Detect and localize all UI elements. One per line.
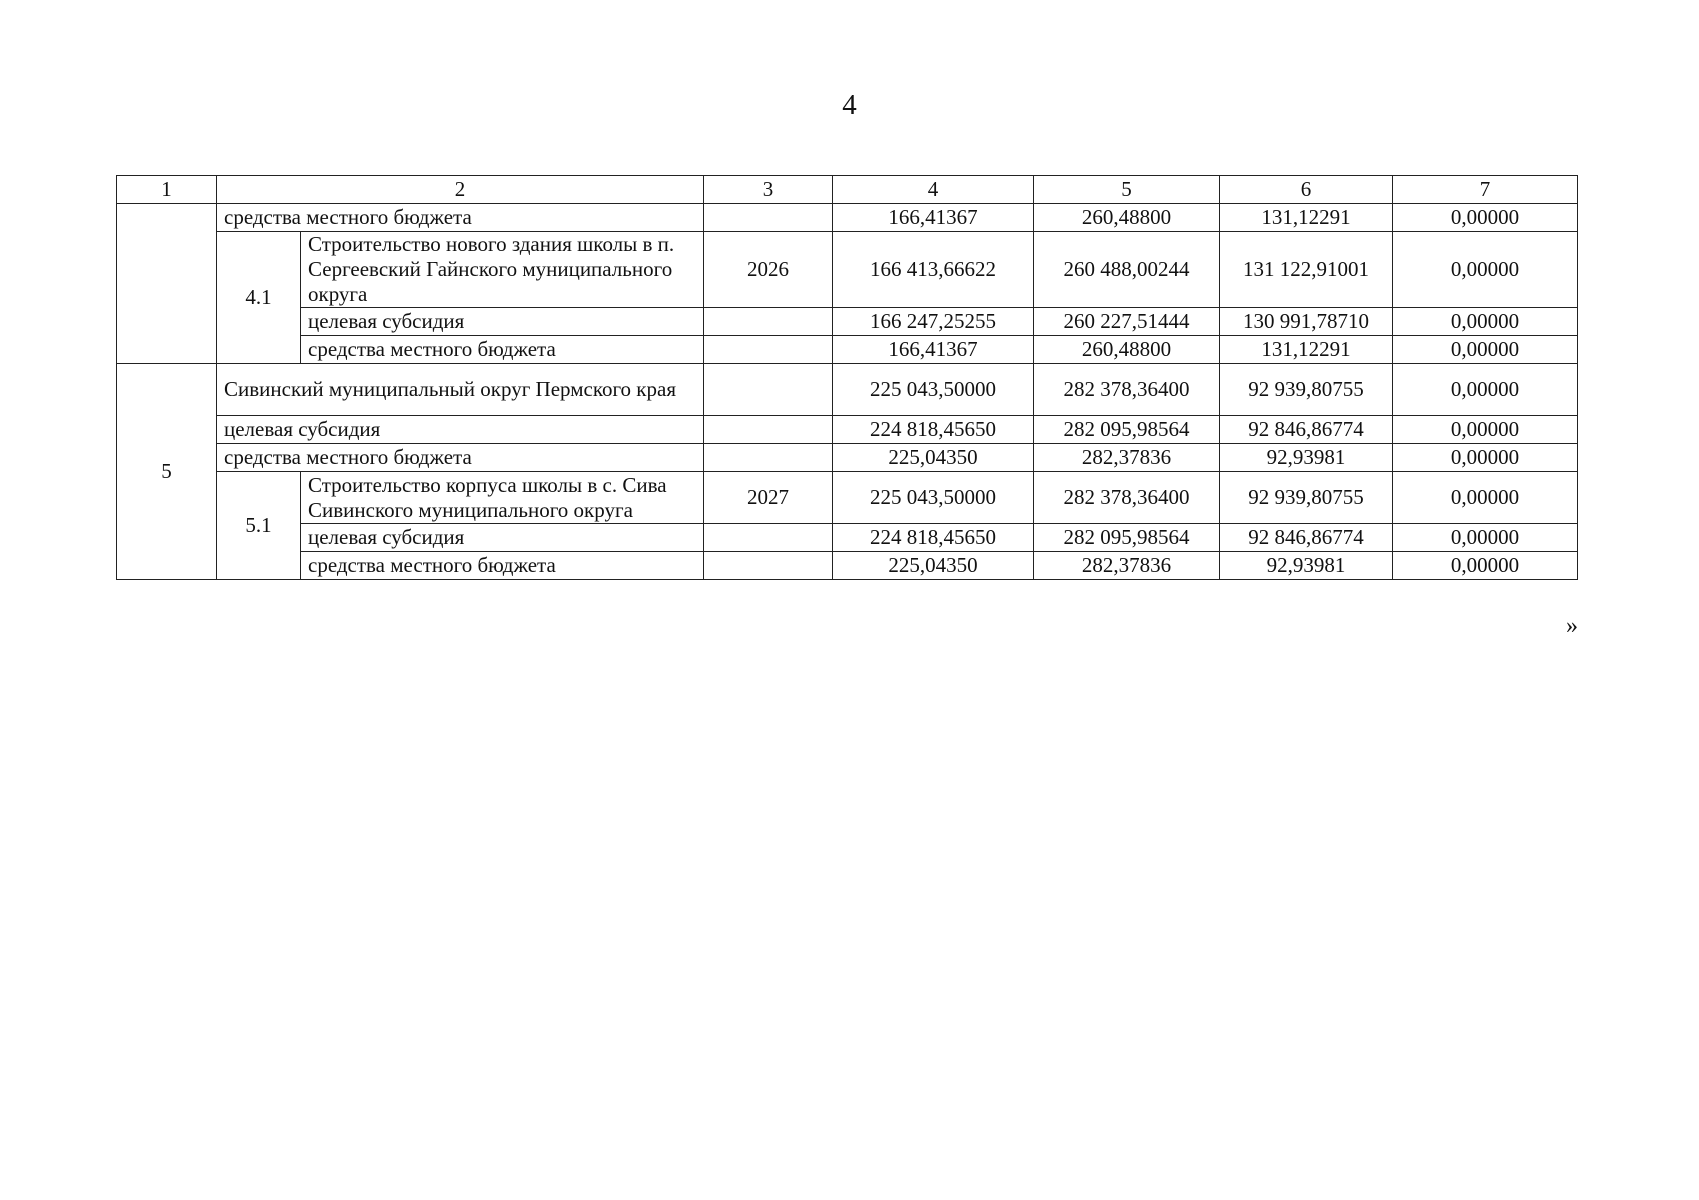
value-cell: 131,12291 — [1220, 336, 1393, 364]
value-cell: 225 043,50000 — [833, 364, 1034, 416]
value-cell: 92 846,86774 — [1220, 416, 1393, 444]
value-cell: 224 818,45650 — [833, 416, 1034, 444]
year-cell — [704, 444, 833, 472]
table-row — [117, 472, 1578, 524]
year-cell — [704, 364, 833, 416]
value-cell: 260 227,51444 — [1034, 308, 1220, 336]
table-row — [117, 416, 1578, 444]
table-row — [117, 308, 1578, 336]
value-cell: 225,04350 — [833, 444, 1034, 472]
value-cell: 260,48800 — [1034, 336, 1220, 364]
budget-table — [116, 175, 1578, 580]
value-cell: 92 846,86774 — [1220, 524, 1393, 552]
table-row — [117, 232, 1578, 308]
value-cell: 0,00000 — [1393, 204, 1578, 232]
year-cell — [704, 552, 833, 580]
item-name-cell: целевая субсидия — [301, 524, 704, 552]
year-cell: 2026 — [704, 232, 833, 308]
subitem-number-cell: 5.1 — [217, 472, 301, 580]
year-cell — [704, 524, 833, 552]
value-cell: 130 991,78710 — [1220, 308, 1393, 336]
value-cell: 224 818,45650 — [833, 524, 1034, 552]
value-cell: 0,00000 — [1393, 444, 1578, 472]
value-cell: 260,48800 — [1034, 204, 1220, 232]
value-cell: 0,00000 — [1393, 416, 1578, 444]
table-row — [117, 204, 1578, 232]
value-cell: 131,12291 — [1220, 204, 1393, 232]
value-cell: 282 095,98564 — [1034, 524, 1220, 552]
value-cell: 225 043,50000 — [833, 472, 1034, 524]
year-cell — [704, 416, 833, 444]
value-cell: 0,00000 — [1393, 336, 1578, 364]
closing-quote-mark: » — [1566, 613, 1578, 639]
item-name-cell: средства местного бюджета — [217, 204, 704, 232]
value-cell: 282,37836 — [1034, 552, 1220, 580]
year-cell — [704, 336, 833, 364]
value-cell: 92 939,80755 — [1220, 364, 1393, 416]
item-name-cell: целевая субсидия — [217, 416, 704, 444]
value-cell: 0,00000 — [1393, 232, 1578, 308]
value-cell: 282,37836 — [1034, 444, 1220, 472]
table-row — [117, 524, 1578, 552]
year-cell — [704, 308, 833, 336]
item-number-cell: 5 — [117, 364, 217, 580]
value-cell: 0,00000 — [1393, 364, 1578, 416]
header-cell: 1 — [117, 176, 217, 204]
value-cell: 166,41367 — [833, 336, 1034, 364]
item-name-cell: целевая субсидия — [301, 308, 704, 336]
header-cell: 5 — [1034, 176, 1220, 204]
header-cell: 7 — [1393, 176, 1578, 204]
year-cell — [704, 204, 833, 232]
header-cell: 3 — [704, 176, 833, 204]
table-row — [117, 336, 1578, 364]
table-row — [117, 444, 1578, 472]
value-cell: 92,93981 — [1220, 552, 1393, 580]
item-name-cell: Строительство нового здания школы в п. Сергеевский Гайнского муниципального округа — [301, 232, 704, 308]
value-cell: 92 939,80755 — [1220, 472, 1393, 524]
value-cell: 282 095,98564 — [1034, 416, 1220, 444]
item-name-cell: Строительство корпуса школы в с. Сива Сивинского муниципального округа — [301, 472, 704, 524]
header-cell: 4 — [833, 176, 1034, 204]
value-cell: 282 378,36400 — [1034, 364, 1220, 416]
value-cell: 0,00000 — [1393, 552, 1578, 580]
year-cell: 2027 — [704, 472, 833, 524]
table-row — [117, 552, 1578, 580]
subitem-number-cell: 4.1 — [217, 232, 301, 364]
item-name-cell: средства местного бюджета — [301, 552, 704, 580]
value-cell: 166 413,66622 — [833, 232, 1034, 308]
page-number: 4 — [842, 89, 857, 121]
value-cell: 225,04350 — [833, 552, 1034, 580]
value-cell: 131 122,91001 — [1220, 232, 1393, 308]
value-cell: 0,00000 — [1393, 524, 1578, 552]
header-row — [117, 176, 1578, 204]
item-number-cell — [117, 204, 217, 364]
item-name-cell: средства местного бюджета — [217, 444, 704, 472]
value-cell: 0,00000 — [1393, 472, 1578, 524]
header-cell: 2 — [217, 176, 704, 204]
value-cell: 166 247,25255 — [833, 308, 1034, 336]
value-cell: 282 378,36400 — [1034, 472, 1220, 524]
table-row — [117, 364, 1578, 416]
value-cell: 260 488,00244 — [1034, 232, 1220, 308]
item-name-cell: средства местного бюджета — [301, 336, 704, 364]
value-cell: 0,00000 — [1393, 308, 1578, 336]
header-cell: 6 — [1220, 176, 1393, 204]
value-cell: 92,93981 — [1220, 444, 1393, 472]
value-cell: 166,41367 — [833, 204, 1034, 232]
item-name-cell: Сивинский муниципальный округ Пермского края — [217, 364, 704, 416]
